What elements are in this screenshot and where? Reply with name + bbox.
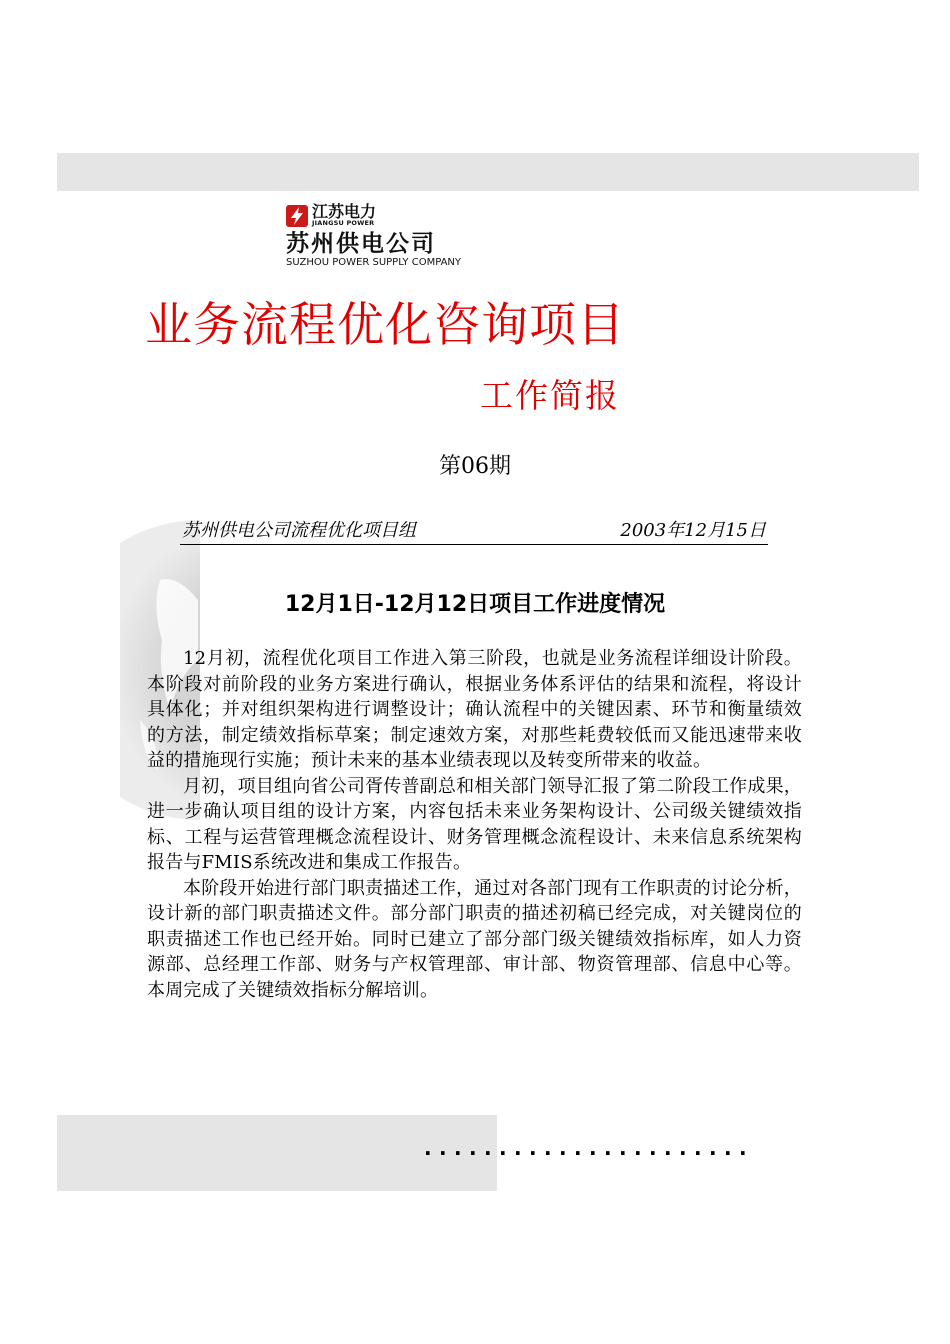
paragraph: 月初，项目组向省公司胥传普副总和相关部门领导汇报了第二阶段工作成果，进一步确认项目组的设计方案，内容包括未来业务架构设计、公司级关键绩效指标、工程与运营管理概念流程设计、财务管理概念流程设计、未来信息系统架构报告与FMIS系统改进和集成工作报告。 [147,775,802,873]
page-subtitle: 工作简报 [480,376,620,415]
issue-number: 第06期 [439,454,511,479]
logo-company-en: SUZHOU POWER SUPPLY COMPANY [286,257,462,268]
paragraph: 本阶段开始进行部门职责描述工作，通过对各部门现有工作职责的讨论分析，设计新的部门职责描述文件。部分部门职责的描述初稿已经完成，对关键岗位的职责描述工作也已经开始。同时已建立了部分部门级关键绩效指标库，如人力资源部、总经理工作部、财务与产权管理部、审计部、物资管理部、信息中心等。本周完成了关键绩效指标分解培训。 [147,877,802,1001]
lightning-bolt-icon [286,205,308,227]
logo-company-cn: 苏州供电公司 [286,231,436,257]
company-logo [286,204,466,269]
section-heading: 12月1日-12月12日项目工作进度情况 [284,592,666,617]
header-band [57,153,919,191]
paragraph: 12月初，流程优化项目工作进入第三阶段，也就是业务流程详细设计阶段。本阶段对前阶段的业务方案进行确认，根据业务体系评估的结果和流程，将设计具体化；并对组织架构进行调整设计；确认流程中的关键因素、环节和衡量绩效的方法，制定绩效指标草案；制定速效方案，对那些耗费较低而又能迅速带来收益的措施现行实施；预计未来的基本业绩表现以及转变所带来的收益。 [147,648,802,771]
logo-brand-cn: 江苏电力 [312,202,377,221]
logo-brand-en: JIANGSU POWER [312,219,375,227]
organization-name: 苏州供电公司流程优化项目组 [182,520,416,541]
publish-date: 2003年12月15日 [620,520,766,541]
report-body [147,646,802,1003]
page-title: 业务流程优化咨询项目 [145,298,625,353]
dotted-leader: ...................... [424,1136,754,1160]
byline [180,518,768,545]
